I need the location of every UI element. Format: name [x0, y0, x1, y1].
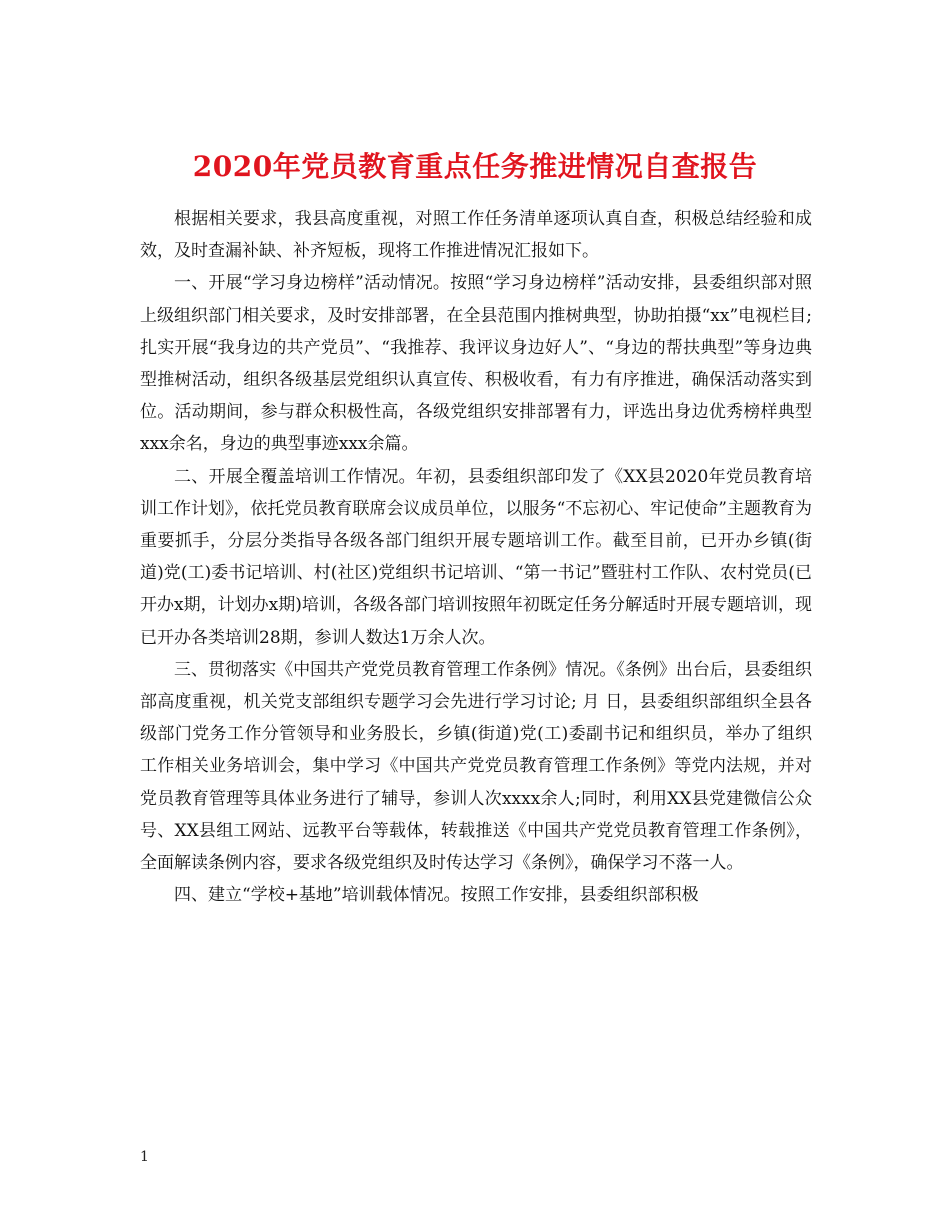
- document-title: 2020年党员教育重点任务推进情况自查报告: [192, 149, 758, 183]
- paragraph-section-1: 一、开展“学习身边榜样”活动情况。按照“学习身边榜样”活动安排，县委组织部对照上级组织部门相关要求，及时安排部署，在全县范围内推树典型，协助拍摄“xx”电视栏目;扎实开展“我身边的共产党员”、“我推荐、我评议身边好人”、“身边的帮扶典型”等身边典型推树活动，组织各级基层党组织认真宣传、积极收看，有力有序推进，确保活动落实到位。活动期间，参与群众积极性高，各级党组织安排部署有力，评选出身边优秀榜样典型xxx余名，身边的典型事迹xxx余篇。: [140, 273, 812, 455]
- page-number: 1: [140, 1149, 149, 1165]
- paragraph-section-2: 二、开展全覆盖培训工作情况。年初，县委组织部印发了《XX县2020年党员教育培训工作计划》，依托党员教育联席会议成员单位，以服务“不忘初心、牢记使命”主题教育为重要抓手，分层分类指导各级各部门组织开展专题培训工作。截至目前，已开办乡镇(街道)党(工)委书记培训、村(社区)党组织书记培训、“第一书记”暨驻村工作队、农村党员(已开办x期，计划办x期)培训，各级各部门培训按照年初既定任务分解适时开展专题培训，现已开办各类培训28期，参训人数达1万余人次。: [140, 466, 812, 648]
- paragraph-intro: 根据相关要求，我县高度重视，对照工作任务清单逐项认真自查，积极总结经验和成效，及时查漏补缺、补齐短板，现将工作推进情况汇报如下。: [140, 209, 812, 262]
- paragraph-section-4: 四、建立“学校+基地”培训载体情况。按照工作安排，县委组织部积极: [174, 885, 699, 906]
- document-body: [140, 203, 812, 911]
- paragraph-section-3: 三、贯彻落实《中国共产党党员教育管理工作条例》情况。《条例》出台后，县委组织部高度重视，机关党支部组织专题学习会先进行学习讨论; 月 日，县委组织部组织全县各级部门党务工作分管领导和业务股长，乡镇(街道)党(工)委副书记和组织员，举办了组织工作相关业务培训会，集中学习《中国共产党党员教育管理工作条例》等党内法规，并对党员教育管理等具体业务进行了辅导，参训人次xxxx余人;同时，利用XX县党建微信公众号、XX县组工网站、远教平台等载体，转载推送《中国共产党党员教育管理工作条例》，全面解读条例内容，要求各级党组织及时传达学习《条例》，确保学习不落一人。: [140, 659, 812, 874]
